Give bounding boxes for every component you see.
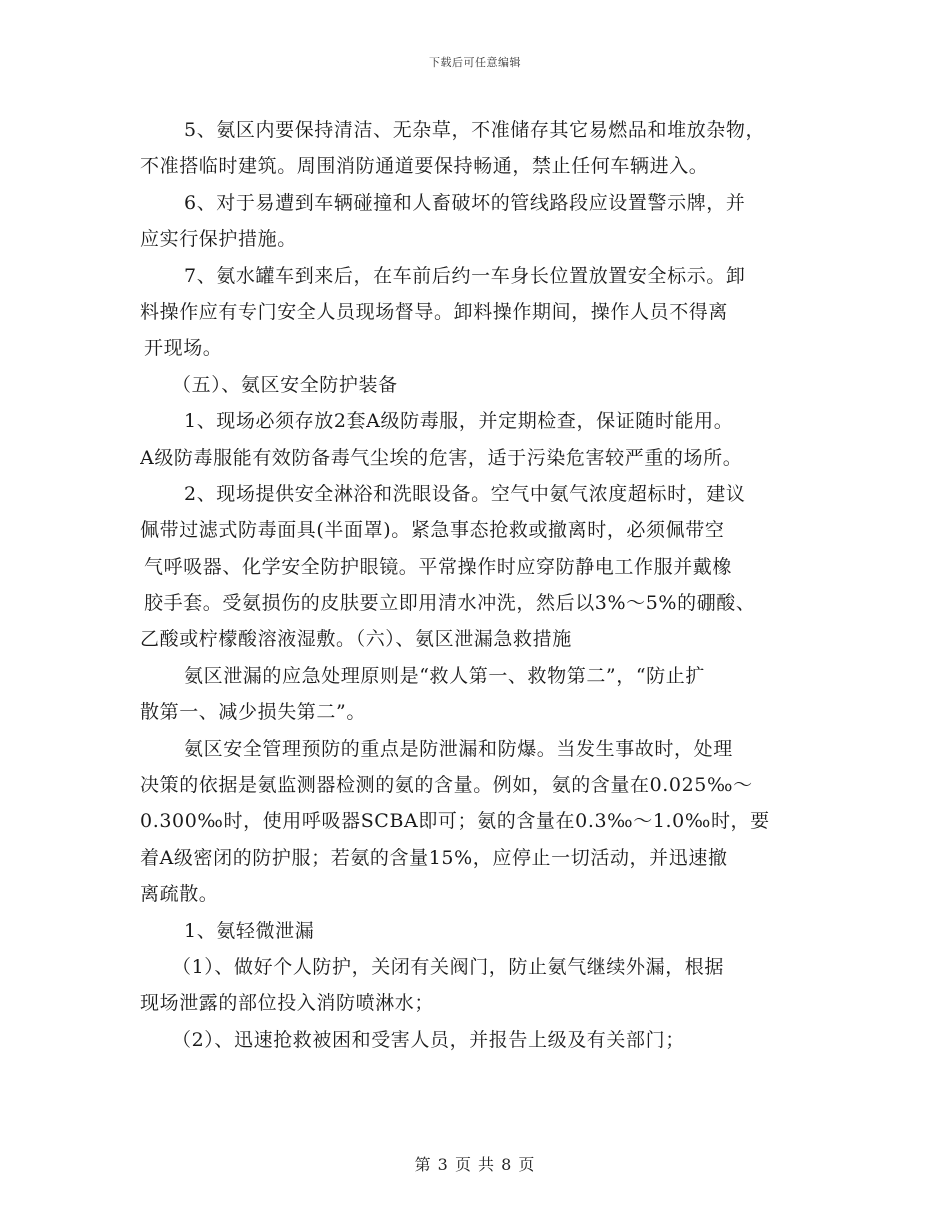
section-heading: 1、氨轻微泄漏 xyxy=(184,919,315,942)
paragraph-line: 5、氨区内要保持清洁、无杂草，不准储存其它易燃品和堆放杂物， xyxy=(184,119,766,141)
paragraph-line: 着A级密闭的防护服；若氨的含量15%，应停止一切活动，并迅速撤 xyxy=(140,846,728,869)
paragraph-line: 开现场。 xyxy=(144,337,223,360)
paragraph-line: 不准搭临时建筑。周围消防通道要保持畅通，禁止任何车辆进入。 xyxy=(140,155,709,178)
page-header: 下载后可任意编辑 xyxy=(429,56,521,69)
paragraph-line: 应实行保护措施。 xyxy=(140,228,297,251)
paragraph-line: 散第一、减少损失第二”。 xyxy=(140,701,366,724)
paragraph-line: A级防毒服能有效防备毒气尘埃的危害，适于污染危害较严重的场所。 xyxy=(140,446,743,469)
paragraph-line: 气呼吸器、化学安全防护眼镜。平常操作时应穿防静电工作服并戴橡 xyxy=(144,555,733,578)
paragraph-line: 胶手套。受氨损伤的皮肤要立即用清水冲洗，然后以3%～5%的硼酸、 xyxy=(144,592,756,615)
section-heading: （五）、氨区安全防护装备 xyxy=(172,373,398,396)
paragraph-line: 决策的依据是氨监测器检测的氨的含量。例如，氨的含量在0.025‰～ xyxy=(140,774,753,797)
paragraph-line: 氨区安全管理预防的重点是防泄漏和防爆。当发生事故时，处理 xyxy=(184,737,733,760)
paragraph-line: 1、现场必须存放2套A级防毒服，并定期检查，保证随时能用。 xyxy=(184,410,734,433)
document-body xyxy=(140,112,815,1058)
paragraph-line: （2）、迅速抢救被困和受害人员，并报告上级及有关部门； xyxy=(172,1028,685,1051)
paragraph-line: 2、现场提供安全淋浴和洗眼设备。空气中氨气浓度超标时，建议 xyxy=(184,482,746,505)
paragraph-line: 乙酸或柠檬酸溶液湿敷。（六）、氨区泄漏急救措施 xyxy=(140,628,572,651)
paragraph-line: 佩带过滤式防毒面具(半面罩)。紧急事态抢救或撤离时，必须佩带空 xyxy=(140,519,725,542)
paragraph-line: 离疏散。 xyxy=(140,883,219,906)
paragraph-line: 现场泄露的部位投入消防喷淋水； xyxy=(140,992,435,1015)
paragraph-line: 6、对于易遭到车辆碰撞和人畜破坏的管线路段应设置警示牌，并 xyxy=(184,191,746,214)
paragraph-line: 0.300‰时，使用呼吸器SCBA即可；氨的含量在0.3‰～1.0‰时，要 xyxy=(140,810,770,833)
paragraph-line: 7、氨水罐车到来后，在车前后约一车身长位置放置安全标示。卸 xyxy=(184,264,746,287)
page-footer: 第 3 页 共 8 页 xyxy=(414,1155,536,1174)
paragraph-line: 氨区泄漏的应急处理原则是“救人第一、救物第二”，“防止扩 xyxy=(184,664,705,687)
paragraph-line: （1）、做好个人防护，关闭有关阀门，防止氨气继续外漏，根据 xyxy=(172,955,724,978)
paragraph-line: 料操作应有专门安全人员现场督导。卸料操作期间，操作人员不得离 xyxy=(140,300,729,323)
